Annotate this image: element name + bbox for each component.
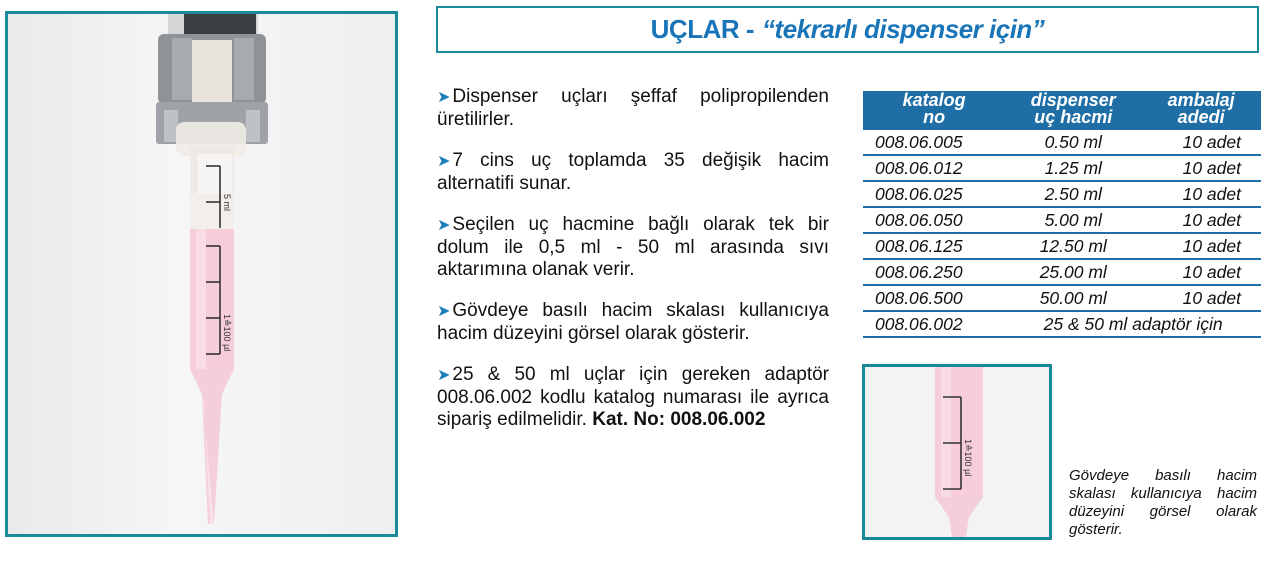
arrow-bullet-icon: ➤ (437, 217, 451, 234)
catalog-table (863, 91, 1261, 338)
table-row: 008.06.050 5.00 ml 10 adet (863, 207, 1261, 233)
feature-item: ➤ Dispenser uçları şeffaf polipropilenden üretilirler. (437, 86, 829, 130)
header-catalog-no: katalog no (863, 91, 1005, 130)
feature-item: ➤ 7 cins uç toplamda 35 değişik hacim alternatifi sunar. (437, 150, 829, 194)
dispenser-tip-illustration (8, 14, 398, 537)
table-header-row (863, 91, 1261, 130)
feature-item: ➤ Seçilen uç hacmine bağlı olarak tek bir dolum ile 0,5 ml - 50 ml arasında sıvı aktarımına olanak verir. (437, 214, 829, 280)
arrow-bullet-icon: ➤ (437, 153, 451, 170)
scale-label-100ul: 1≙100 µl (222, 314, 232, 352)
catalog-number-bold: Kat. No: 008.06.002 (592, 409, 766, 430)
arrow-bullet-icon: ➤ (437, 367, 451, 384)
title-subtitle: “tekrarlı dispenser için” (762, 14, 1045, 44)
feature-list (437, 86, 829, 450)
feature-item: ➤ 25 & 50 ml uçlar için gereken adaptör 008.06.002 kodlu katalog numarası ile ayrıca sipariş edilmelidir. Kat. No: 008.06.002 (437, 364, 829, 430)
tapered-tip (190, 369, 234, 524)
table-row: 008.06.250 25.00 ml 10 adet (863, 259, 1261, 285)
page-title (436, 6, 1259, 53)
arrow-bullet-icon: ➤ (437, 303, 451, 320)
photo-caption: Gövdeye basılı hacim skalası kullanıcıya hacim düzeyini görsel olarak gösterir. (1069, 467, 1257, 538)
header-package-qty: ambalaj adedi (1141, 91, 1261, 130)
table-row-adapter: 008.06.002 25 & 50 ml adaptör için (863, 311, 1261, 337)
scale-label-detail: 1≙100 µl (963, 439, 973, 477)
scale-label-5ml: 5 ml (222, 194, 232, 212)
table-row: 008.06.500 50.00 ml 10 adet (863, 285, 1261, 311)
title-main: UÇLAR - (650, 14, 755, 44)
scale-detail-photo (862, 364, 1052, 540)
table-row: 008.06.025 2.50 ml 10 adet (863, 181, 1261, 207)
table-row: 008.06.125 12.50 ml 10 adet (863, 233, 1261, 259)
arrow-bullet-icon: ➤ (437, 89, 451, 106)
feature-item: ➤ Gövdeye basılı hacim skalası kullanıcıya hacim düzeyini görsel olarak gösterir. (437, 300, 829, 344)
product-photo-dispenser-tip (5, 11, 398, 537)
table-row: 008.06.005 0.50 ml 10 adet (863, 130, 1261, 155)
adapter-dark-cap (184, 14, 256, 34)
header-tip-volume: dispenser uç hacmi (1005, 91, 1141, 130)
scale-detail-illustration (865, 367, 1052, 540)
table-row: 008.06.012 1.25 ml 10 adet (863, 155, 1261, 181)
